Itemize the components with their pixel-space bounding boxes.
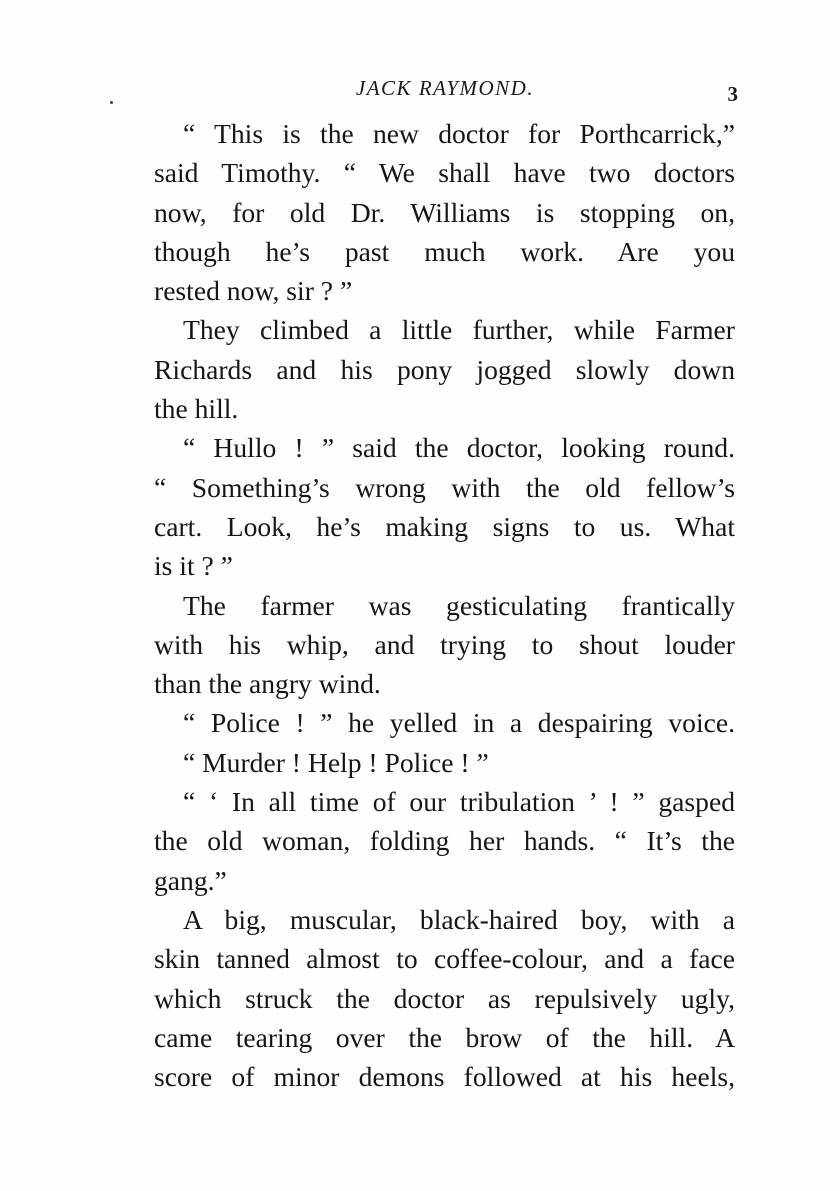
text-line: came tearing over the brow of the hill. A [154, 1021, 735, 1053]
page-blemish [110, 101, 113, 104]
text-line: “ Hullo ! ” said the doctor, looking round. [183, 432, 735, 464]
text-line: said Timothy. “ We shall have two doctors [154, 157, 735, 189]
text-line: “ Something’s wrong with the old fellow’s [154, 471, 735, 503]
text-line: The farmer was gesticulating frantically [183, 589, 735, 621]
text-line: “ ‘ In all time of our tribulation ’ ! ” gasped [183, 786, 735, 818]
text-line: “ This is the new doctor for Porthcarrick,” [183, 118, 735, 149]
text-line: which struck the doctor as repulsively ugly, [154, 982, 735, 1014]
text-line: though he’s past much work. Are you [154, 235, 735, 267]
running-title: JACK RAYMOND. [355, 76, 535, 100]
text-line: the hill. [154, 393, 239, 425]
text-line: They climbed a little further, while Farmer [183, 314, 735, 346]
body-text [154, 114, 735, 1096]
text-line: rested now, sir ? ” [154, 275, 353, 307]
text-line: A big, muscular, black-haired boy, with a [183, 903, 735, 935]
text-line: “ Murder ! Help ! Police ! ” [183, 746, 489, 778]
text-line: than the angry wind. [154, 668, 381, 700]
text-line: score of minor demons followed at his heels, [154, 1061, 735, 1093]
page-header [154, 76, 736, 106]
text-line: gang.” [154, 864, 227, 896]
text-line: the old woman, folding her hands. “ It’s the [154, 825, 735, 857]
text-line: with his whip, and trying to shout louder [154, 628, 735, 660]
text-line: cart. Look, he’s making signs to us. What [154, 510, 735, 542]
text-line: “ Police ! ” he yelled in a despairing voice. [183, 707, 735, 739]
text-line: skin tanned almost to coffee-colour, and a face [154, 943, 735, 975]
page-number: 3 [727, 82, 738, 106]
text-line: Richards and his pony jogged slowly down [154, 353, 735, 385]
text-line: now, for old Dr. Williams is stopping on, [154, 196, 735, 228]
text-line: is it ? ” [154, 550, 233, 582]
